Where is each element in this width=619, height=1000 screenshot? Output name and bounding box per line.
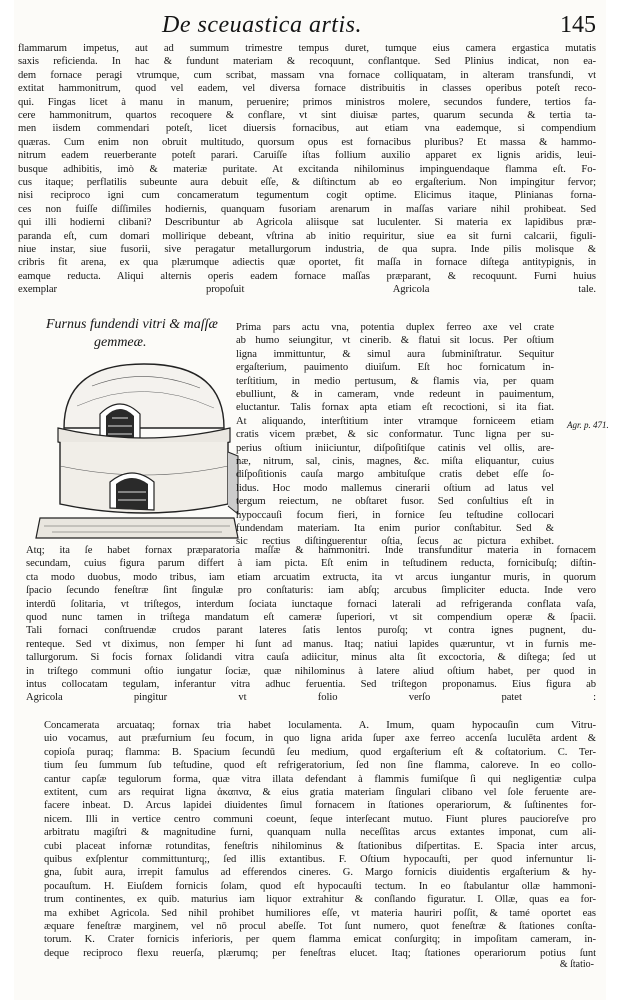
figure-description-line: ligna immittuntur, & simul aura ſubminiſtratur. Sequitur (236, 348, 554, 360)
paragraph-1-line: nisi reciproco igni cum concameratum tegumentum cogit optime. Elicimus itaque, Plinianas forna- (18, 190, 596, 202)
figure-caption (46, 316, 236, 352)
paragraph-1-line: qui. Fingas licet à manu in manum, peruenire; primos ministros molere, secundos fundere, tertios fa- (18, 96, 596, 108)
paragraph-1-line: nitrum eadem reuerberante poteſt parari. Caruiſſe iſtas follium auxilio apparet ex lignis aridis, leui- (18, 150, 596, 162)
figure-description-line: sic rectius diſtinguerentur oſtia, ſecus ac pictura exhibet. (236, 536, 554, 548)
paragraph-1-line: flammarum impetus, aut ad summum trimestre tempus duret, tumque eius camera ergastica mutatis (18, 43, 596, 54)
paragraph-1-line: extitat hammonitrum, quod vel eadem, vel diversa fornace distribuitis in classes operibus poteſt reco- (18, 83, 596, 95)
paragraph-3-line: extitent, cum ars requirat ligna ἀκαπνα, & eius gratia materiam ſingulari clibano vel ſole feruente are- (44, 787, 596, 798)
paragraph-2-line: Atq; ita ſe habet fornax præparatoria maſſæ & hammonitri. Inde transfunditur materia in fornacem (26, 545, 596, 556)
figure-description-line: perius oſtium iniiciuntur, diſpoſitiſque catinis vel ollis, are- (236, 442, 554, 454)
book-page (14, 0, 609, 1000)
figure-description-line: lidus. Hoc modo mallemus cinerarii oſtium ad latus vel (236, 482, 554, 494)
figure-description-line: næ, nitrum, sal, cinis, magnes, &c. miſta eliquantur, cuius (236, 456, 554, 467)
paragraph-3-line: gna, ſubit aura, irrepit famulus ad efferendos cineres. G. Margo fornicis diuidentis ergaſterium & hy- (44, 867, 596, 879)
figure-description-line: eluctantur. Talis fornax apta etiam eſt recoctioni, si ita fiat. (236, 402, 554, 414)
catchword: & ſtatio- (559, 959, 594, 970)
figure-caption-line-1: Furnus fundendi vitri & maſſæ (46, 317, 218, 332)
figure-description-line: cratis vicem præbet, & sic conformatur. Tunc ligna per su- (236, 429, 554, 441)
paragraph-3-line: uio vocamus, aut præfurnium ſeu focum, in quo ligna arida ſuper axe ferreo accenſa luculēta ardent & (44, 733, 596, 745)
paragraph-3-line: Concamerata arcuataq; fornax tria habet loculamenta. A. Imum, quam hypocauſin cum Vitru- (44, 720, 596, 731)
paragraph-1-line: saxis reficienda. In hac & fundunt materiam & recoquunt, conflantque. Sed Plinius indicat, non ea- (18, 56, 596, 68)
paragraph-3-line: copioſa puraq; flamma: B. Spacium ſecundū ſeu medium, quod ergaſterium eſt & coſtatorium. C. Ter- (44, 746, 596, 758)
paragraph-2-line: renteque. Sed vt diximus, non ſemper hi ſunt ad manus. Itaq; natiui lapides quæruntur, vt in furnis me- (26, 638, 596, 650)
paragraph-1-line: cere hammonitrum, quartos recoquere & conflare, vt sint diuisæ partes, quarum secunda & tertia ta- (18, 110, 596, 121)
paragraph-2-line: intus collocatam tegulam, inferantur vitra adhuc feruentia. Sed triſtegon proponamus. Eius figura ab (26, 679, 596, 690)
paragraph-1-line: qui illi hodierni clibani? Describuntur ab Agricola aliisque sat luculenter. Si materia ex lapidibus præ- (18, 217, 596, 229)
paragraph-1-line: cus itaque; perflatilis subeunte aura debuit eſſe, & diſtinctum ab eo ergaſterium. Non impingitur fervor; (18, 177, 596, 188)
paragraph-2-line: Agricola pingitur vt folio verſo patet : (26, 692, 596, 704)
figure-description-line: ergaſterium, pauimento diuiſum. Eſt hoc fornicatum in- (236, 362, 554, 374)
paragraph-1-line: quæras. Cum enim non obruit multitudo, quorsum opus est fornacibus pluribus? Et massa & hammo- (18, 136, 596, 148)
paragraph-1-line: busque adhibitis, imò & materiæ puritate. At excitanda nihilominus impinguendaque flamma eſt. Fo- (18, 163, 596, 175)
paragraph-2-line: Tali fornaci conſtruendæ crudos parant lateres ſatis lentos puroſq; vt contra ignes pugnent, du- (26, 625, 596, 637)
figure-description-line: terſtitium, in medio pertusum, & flamis via, per quam (236, 375, 554, 387)
paragraph-1-line: exemplar propoſuit Agricola tale. (18, 284, 596, 296)
paragraph-3-line: arbitratu magiſtri & magnitudine furni, quanquam nulla neceſſitas arcus extantes imponat, cum ali- (44, 827, 596, 839)
page-number: 145 (560, 12, 596, 38)
paragraph-3-line: nicem. Illi in vertice centro communi coeunt, ſeque interſecant mutuo. Fiunt plures paucioreſve pro (44, 813, 596, 825)
paragraph-3-line: deque reciproco flexu reuerſa, plærumq; per feneſtras elucet. Itaq; ſtationes operariorum potius ſunt (44, 947, 596, 959)
page-header (14, 12, 606, 42)
paragraph-2-line: cta modo duobus, modo tribus, iam etiam arcuatim extructa, ita vt arcus iungantur muris, in quorum (26, 571, 596, 583)
figure-description-line: At aliquando, interſtitium inter vtramque forniceem etiam (236, 415, 554, 427)
running-title: De sceuastica artis. (162, 12, 362, 38)
paragraph-3-line: pocauſtum. H. Eiuſdem fornicis ſolam, quod eſt hypocauſti tectum. In eo ſtabulantur ollæ hammoni- (44, 880, 596, 892)
figure-description-line: tergum reiectum, ne obſtaret fusor. Sed conſultius eſt in (236, 496, 554, 508)
paragraph-3-line: cantur capſæ tegulorum forma, quæ vitra illata defendant à flammis fumiſque ſi qui negligentiæ culpa (44, 773, 596, 785)
paragraph-3-line: tium ſeu ſummum ſub teſtudine, quod eſt refrigeratorium, ſed non ſine flamma, caloreve. In eo collo- (44, 760, 596, 772)
furnace-woodcut-illustration (32, 356, 242, 541)
paragraph-3-line: ma exhibet Agricola. Sed nihil prohibet humiliores eſſe, vt materia hauriri poſſit, & tamé oportet eas (44, 907, 596, 919)
paragraph-2-line: in triſtego communi oſtio iungatur ſociæ, quæ nihilominus à latere aliud oſtium habet, per quod in (26, 665, 596, 677)
figure-description-line: ab humo seiungitur, vt cinerib. & flatui sit locus. Per oſtium (236, 335, 554, 347)
paragraph-2-line: secundam, cuius figura parum differt à iam picta. Eſt enim in teſtudinem reducta, fornicibuſq; diſtin- (26, 558, 596, 570)
paragraph-1-line: ces non fuiſſe diſſimiles hodiernis, quanquam fusoriam arenarum in maſſas variare nihil prohibeat. Sed (18, 203, 596, 215)
paragraph-3-line: torum. K. Crater fornicis inferioris, per quem flamma emicat conſurgitq; in impoſitam cameram, in- (44, 934, 596, 946)
paragraph-3-line: facere inbeat. D. Arcus lapidei diuidentes ſimul fornacem in ſtationes operariorum, & ſuſtinentes for- (44, 800, 596, 812)
figure-description-line: fundendam materiam. Ita enim purior conſtabitur. Sed & (236, 523, 554, 534)
paragraph-1-line: men iisdem commendari poteſt, licet diuersis fornacibus, aut etiam vna eademque, si compendium (18, 123, 596, 135)
paragraph-1-line: niue instar, siue fusorii, sive peragatur metallurgorum industria, de qua supra. Inde pilis molisque & (18, 244, 596, 255)
paragraph-2-line: ſpacio ſecundo feneſtræ ſint ſingulæ pro conſtaturis: iam abſq; arcubus ſimpliciter educta. Inde vero (26, 585, 596, 597)
paragraph-1-line: paranda eſt, cum domari mollirique debeant, vſtrina ab initio requiritur, siue ea sit furni calcarii, figuli- (18, 230, 596, 242)
paragraph-2-line: tallurgorum. Si focis fornax ſolidandi vitra cauſa adiicitur, minus alta ſit excoctoria, & diſtega; ſed ut (26, 652, 596, 664)
figure-description-line: ebulliunt, & in cameram, vnde redeunt in pauimentum, (236, 389, 554, 400)
paragraph-3-line: trum continentes, ex quib. maturius iam liquor extrahitur & conſlando figuratur. I. Ollæ, quas ea for- (44, 894, 596, 906)
figure-caption-line-2: gemmeæ. (94, 335, 147, 350)
paragraph-2-line: interdū ſolitaria, vt triſtegos, interdum ſociata iunctaque fornaci laterali ad refrigeranda conflata vaſa, (26, 598, 596, 610)
paragraph-2-line: quod nunc tamen in triſtega mandatum eſt cameræ ſuperiori, vt sit compendium operæ & ſpacii. (26, 612, 596, 623)
figure-description-line: Prima pars actu vna, potentia duplex ferreo axe vel crate (236, 322, 554, 333)
paragraph-3-line: cubi placeat infornæ rotunditas, feneſtris nihilominus & ſtationibus diſpertitas. E. Spacia inter arcus, (44, 840, 596, 852)
paragraph-3-line: quibus exſplentur committunturq;, ſed illis extantibus. F. Oſtium hypocauſti, per quod infernuntur li- (44, 854, 596, 865)
paragraph-3-line: æquare feneſtræ marginem, vel nō procul abeſſe. Tot ſunt numero, quot feneſtræ & ſtationes conſta- (44, 921, 596, 932)
paragraph-1-line: dem fornace peragi vtrumque, cum scribat, massam vna fornace colliquatam, in alteram transfundi, vt (18, 69, 596, 81)
figure-description-line: diſpoſitionis cauſa margo ambituſque cratis debet eſſe ſo- (236, 469, 554, 481)
paragraph-1-line: eamque reducta. Aliqui alternis operis eadem fornace maſſas præparant, & recoquunt. Furni huius (18, 270, 596, 282)
paragraph-1-line: cribris fit arena, ex qua plærumque adiectis quæ oportet, fit maſſa in fornace diſtega antitypignis, in (18, 257, 596, 269)
figure-description-line: hypoccauſi focum fieri, in fornice ſeu teſtudine collocari (236, 509, 554, 521)
margin-note: Agr. p. 471. (567, 420, 609, 430)
